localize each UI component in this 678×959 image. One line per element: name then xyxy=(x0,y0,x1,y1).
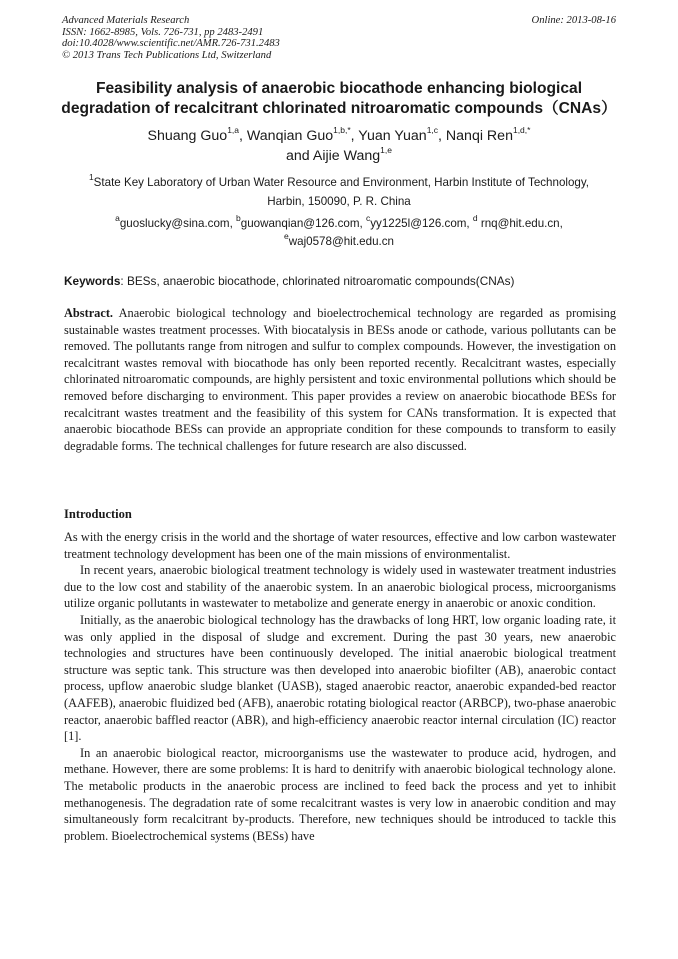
emails-line-2 xyxy=(40,230,638,251)
affiliation-text: State Key Laboratory of Urban Water Resource and Environment, Harbin Institute of Technology, xyxy=(93,176,590,189)
title-line-1: Feasibility analysis of anaerobic biocathode enhancing biological xyxy=(95,80,583,97)
author-and: and xyxy=(286,148,313,164)
journal-name: Advanced Materials Research xyxy=(62,15,190,26)
email-mark: c xyxy=(365,213,371,224)
author-affil-mark: 1,d,* xyxy=(512,125,531,136)
email-mark: d xyxy=(472,213,478,224)
email-address: yy1225l@126.com, xyxy=(370,217,473,230)
email-address: guowanqian@126.com, xyxy=(240,217,366,230)
keywords-label: Keywords xyxy=(64,274,121,288)
authors-line-1 xyxy=(40,126,638,146)
online-date: Online: 2013-08-16 xyxy=(531,15,616,26)
abstract-text: Anaerobic biological technology and bioelectrochemical technology are regarded as promising sustainable wastes treatment processes. With biocatalysis in BESs anode or cathode, various pollutants can be removed. The pollutants range from nitrogen and sulfur to complex compounds. However, the investigation on recalcitrant wastes removal with biocathode has only been reported recently. Recalcitrant wastes, especially chlorinated nitroaromatic compounds, are highly persistent and toxic environmental pollutions which should be removed before discharging to environment. This paper provides a review on anaerobic biocathode BESs for recalcitrant wastes treatment and the feasibility of this system for CANs transformation. It is expected that anaerobic biocathode BESs can provide an appropriate condition for these compounds to transform to easily degradable forms. The technical challenges for future research are also discussed. xyxy=(64,306,616,453)
author-separator: , xyxy=(239,128,247,144)
introduction-body xyxy=(64,529,616,844)
emails-line-1 xyxy=(40,215,638,233)
paragraph: In recent years, anaerobic biological treatment technology is widely used in wastewater treatment industries due to the low cost and stability of the anaerobic system. In an anaerobic biological process, microorganisms utilize organic pollutants in wastewater to metabolize and generate energy in anaerobic or anoxic condition. xyxy=(64,563,616,611)
author-name: Shuang Guo xyxy=(147,128,228,144)
section-heading-introduction: Introduction xyxy=(64,507,132,521)
affiliation-mark: 1 xyxy=(88,172,94,183)
keywords-text: : BESs, anaerobic biocathode, chlorinated nitroaromatic compounds(CNAs) xyxy=(120,274,515,288)
author-affil-mark: 1,a xyxy=(227,125,240,136)
paper-title xyxy=(40,79,638,119)
keywords xyxy=(64,273,616,289)
abstract xyxy=(64,305,616,454)
author-affil-mark: 1,c xyxy=(426,125,439,136)
email-mark: b xyxy=(236,213,241,224)
abstract-label: Abstract. xyxy=(64,306,114,320)
authors-line-2 xyxy=(40,146,638,166)
author-list xyxy=(40,126,638,166)
paragraph: In an anaerobic biological reactor, microorganisms use the wastewater to produce acid, hydrogen, and methane. However, there are some problems: It is hard to denitrify with anaerobic biological technology alone. The metabolic products in the anaerobic process are inclined to feed back the process and yet to inhibit methanogenesis. The degradation rate of some recalcitrant wastes is very low in anaerobic condition and may simultaneously form recalcitrant by-products. Therefore, new techniques should be introduced to tackle this problem. Bioelectrochemical systems (BESs) have xyxy=(64,745,616,843)
affiliation-line-2: Harbin, 150090, P. R. China xyxy=(267,195,411,208)
doi-line: doi:10.4028/www.scientific.net/AMR.726-731.2483 xyxy=(62,38,280,50)
email-mark: a xyxy=(115,213,120,224)
copyright-line: © 2013 Trans Tech Publications Ltd, Switzerland xyxy=(62,49,272,61)
email-address: waj0578@hit.edu.cn xyxy=(288,234,394,248)
email-address: guoslucky@sina.com, xyxy=(119,217,237,230)
author-affil-mark: 1,b,* xyxy=(333,125,351,136)
email-mark: e xyxy=(284,230,289,241)
email-address: rnq@hit.edu.cn, xyxy=(477,217,563,230)
author-name: Yuan Yuan xyxy=(358,128,427,144)
author-affil-mark: 1,e xyxy=(380,145,392,156)
affiliation xyxy=(40,173,638,211)
author-name: Nanqi Ren xyxy=(445,128,513,144)
author-name: Aijie Wang xyxy=(312,148,381,164)
author-separator: , xyxy=(438,128,446,144)
paragraph: As with the energy crisis in the world and the shortage of water resources, effective and low carbon wastewater treatment technology development has been one of the main missions of environmentalist. xyxy=(64,530,616,561)
running-header xyxy=(62,15,616,61)
paragraph: Initially, as the anaerobic biological technology has the drawbacks of long HRT, low organic loading rate, it was only applied in the disposal of sludge and excrement. During the past 30 years, new anaerobic technologies and structures have been continuously developed. The initial anaerobic biological treatment structure was septic tank. This structure was then developed into anaerobic biofilter (AB), anaerobic contact process, upflow anaerobic sludge blanket (UASB), staged anaerobic reactor, anaerobic expanded-bed reactor (AAFEB), anaerobic fluidized bed (AFB), anaerobic rotating biological reactor (ARBCP), two-phase anaerobic reactor, anaerobic baffled reactor (ABR), and high-efficiency anaerobic reactor internal circulation (IC) reactor [1]. xyxy=(64,612,616,744)
affiliation-line-1 xyxy=(40,173,638,192)
title-line-2: degradation of recalcitrant chlorinated nitroaromatic compounds（CNAs） xyxy=(61,100,617,117)
issn-line: ISSN: 1662-8985, Vols. 726-731, pp 2483-2491 xyxy=(62,26,264,38)
author-separator: , xyxy=(350,128,359,144)
author-name: Wanqian Guo xyxy=(246,128,334,144)
author-emails xyxy=(40,215,638,250)
